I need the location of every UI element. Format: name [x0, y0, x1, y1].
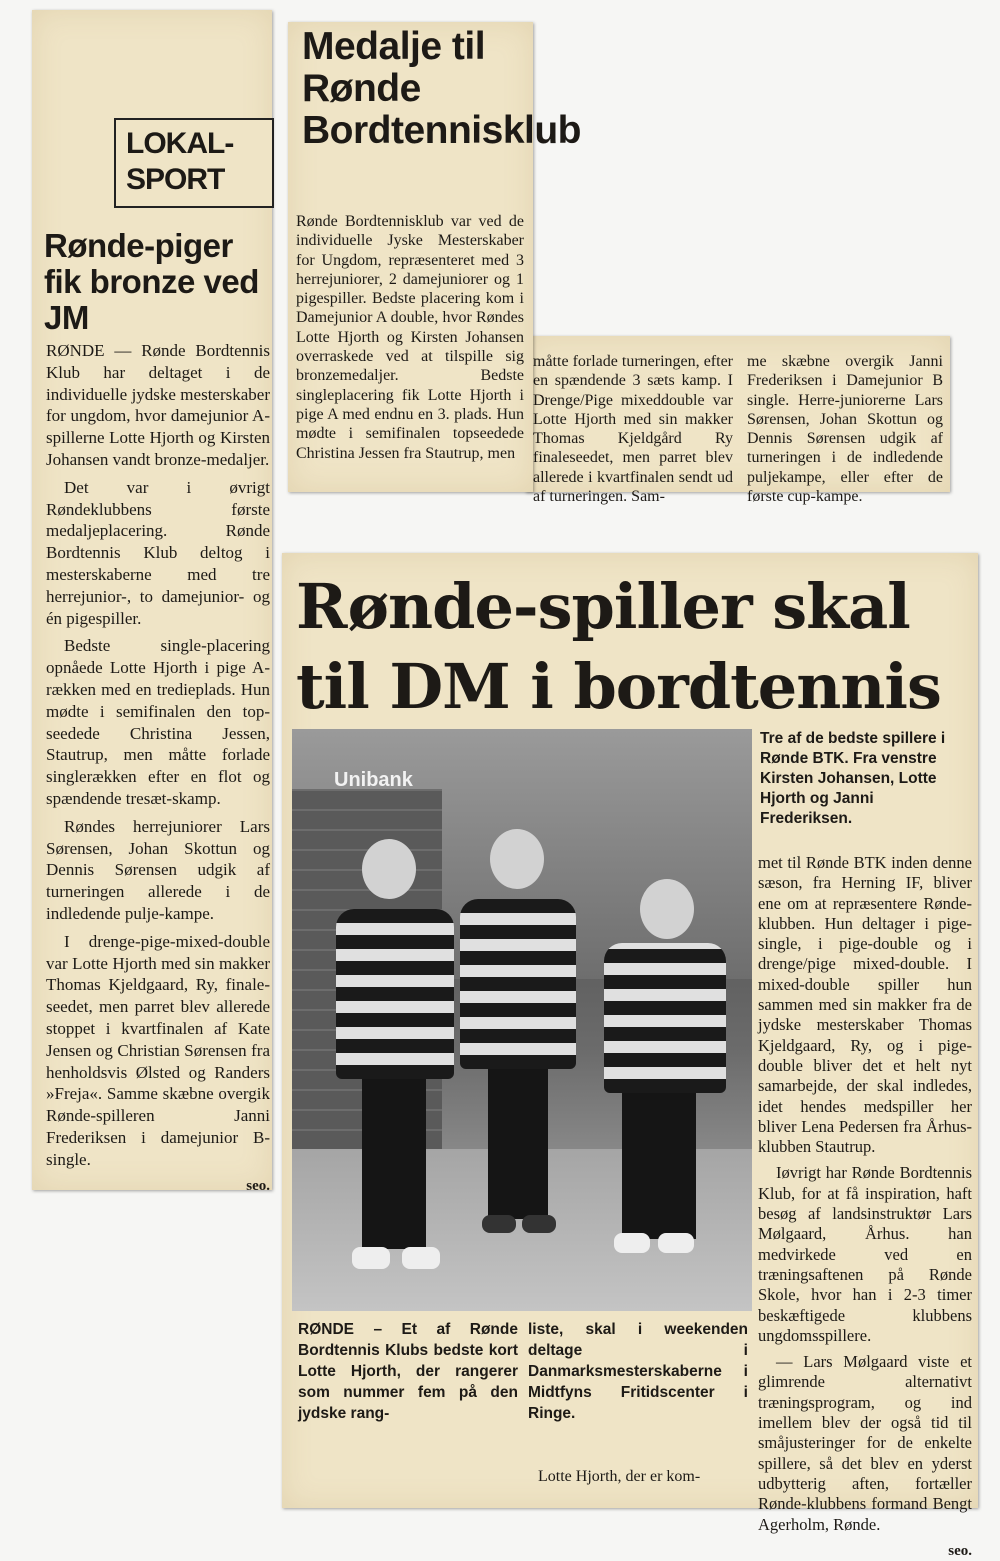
clip-dm-bordtennis — [282, 553, 978, 1559]
paragraph: — Lars Mølgaard viste et glimrende alternativt træningsprogram, og ind imellem blev der også tid til småjusteringer for de enkelte spillere, så det blev en yderst udbytterig aften, fortæller Rønde-klubbens formand Bengt Agerholm, Rønde. — [758, 1352, 972, 1534]
paragraph: RØNDE — Rønde Bordtennis Klub har deltaget i de individuelle jydske mesterskaber for ungdom, hvor damejunior A-spillerne Lotte Hjorth og Kirsten Johansen vandt bronze-medaljer. — [46, 341, 270, 469]
headline-line1: Rønde-spiller skal — [296, 570, 910, 643]
photo-caption: Tre af de bedste spillere i Rønde BTK. Fra venstre Kirsten Johansen, Lotte Hjorth og Janni Frederiksen. — [760, 730, 946, 827]
paragraph: Bedste single-placering opnåede Lotte Hjorth i pige A-rækken med en tredieplads. Hun mødte i semifinalen den top-seedede Christina Jessen, Stautrup, men måtte forlade singlerækken efter en flot og spændende tresæt-skamp. — [46, 636, 270, 808]
article-column-1 — [296, 212, 524, 469]
article-body-dm — [758, 853, 972, 1561]
article-headline-medalje: Medalje til Rønde Bordtennisklub — [302, 25, 582, 152]
signature: seo. — [948, 1542, 972, 1559]
article-headline-dm — [296, 567, 976, 727]
article-lead-col2-tail: Lotte Hjorth, der er kom- — [538, 1468, 701, 1485]
paragraph: måtte forlade turneringen, efter en spændende 3 sæts kamp. I Drenge/Pige mixeddouble var Lotte Hjorth med sin makker Thomas Kjeldgård Ry finaleseedet, men parret blev allerede i kvartfinalen sendt ud af turneringen. Sam- — [533, 353, 733, 506]
paragraph: Rønde Bordtennisklub var ved de individuelle Jyske Mesterskaber for Ungdom, repræsenteret med 3 herrejuniorer, 2 damejuniorer og 1 pigespiller. Bedste placering kom i Damejunior A double, hvor Røndes Lotte Hjorth og Kirsten Johansen overraskede ved at tilspille sig bronzemedaljer. Bedste singleplacering fik Lotte Hjorth i pige A med endnu en 3. plads. Hun mødte i semifinalen topseedede Christina Jessen fra Stautrup, men — [296, 213, 524, 462]
photo-bank-sign: Unibank — [334, 769, 413, 791]
article-column-3 — [747, 352, 943, 512]
headline-line2: til DM i bordtennis — [296, 650, 941, 723]
article-lead-col1: RØNDE – Et af Rønde Bordtennis Klubs bedste kort Lotte Hjorth, der rangerer som nummer fem på den jydske rang- — [298, 1321, 518, 1422]
lokal-label-line2: SPORT — [126, 163, 225, 196]
photo-person-middle — [452, 829, 582, 1299]
lokalsport-label-box — [114, 118, 274, 208]
photo-person-right — [592, 879, 732, 1299]
signature: seo. — [246, 1178, 270, 1195]
article-lead-col2: liste, skal i weekenden deltage i Danmarksmesterskaberne i Midtfyns Fritidscenter i Ringe. — [528, 1321, 748, 1422]
photo-person-left — [322, 839, 462, 1299]
clip-medalje-extension — [525, 336, 950, 506]
paragraph: me skæbne overgik Janni Frederiksen i Damejunior B single. Herre-juniorerne Lars Sørensen, Johan Skottun og Dennis Sørensen udgik af turneringen i de indledende puljekampe, eller efter de første cup-kampe. — [747, 353, 943, 506]
team-photo — [292, 729, 752, 1311]
paragraph: Røndes herrejuniorer Lars Sørensen, Johan Skottun og Dennis Sørensen udgik af turneringen allerede i de indledende pulje-kampe. — [46, 816, 270, 923]
paragraph: Iøvrigt har Rønde Bordtennis Klub, for at få inspiration, haft besøg af landsinstruktør Lars Mølgaard, Århus. han medvirkede ved en træningsaftenen på Rønde Skole, hvor han i 2-3 timer beskæftigede klubbens ungdomsspillere. — [758, 1163, 972, 1345]
article-body-bronze — [46, 340, 270, 1198]
clip-lokalsport — [32, 10, 272, 1195]
lokal-label-line1: LOKAL- — [126, 127, 234, 160]
paragraph: met til Rønde BTK inden denne sæson, fra Herning IF, bliver ene om at repræsentere Rønde-klubben. Hun deltager i pige-single, i pige-double og i drenge/pige mixed-double. I mixed-double spiller hun sammen med sin makker fra de jydske mesterskaber Thomas Kjeldgaard, Ry, og i pige-double bliver det et helt nyt samarbejde, der skal indledes, idet hendes medspiller her bliver Lena Pedersen fra Århus-klubben Stautrup. — [758, 853, 972, 1157]
paragraph: Det var i øvrigt Røndeklubbens første medaljeplacering. Rønde Bordtennis Klub deltog i mesterskaberne med tre herrejunior-, to damejunior- og én pigespiller. — [46, 477, 270, 628]
paragraph: I drenge-pige-mixed-double var Lotte Hjorth med sin makker Thomas Kjeldgaard, Ry, finale-seedet, men parret blev allerede stoppet i kvartfinalen af Kate Jensen og Christian Sørensen fra henholdsvis Ølsted og Randers »Freja«. Samme skæbne overgik Rønde-spilleren Janni Frederiksen i damejunior B-single. — [46, 931, 270, 1169]
article-column-2 — [533, 352, 733, 512]
clip-medalje — [288, 22, 582, 492]
article-headline-bronze: Rønde-piger fik bronze ved JM — [44, 227, 259, 336]
